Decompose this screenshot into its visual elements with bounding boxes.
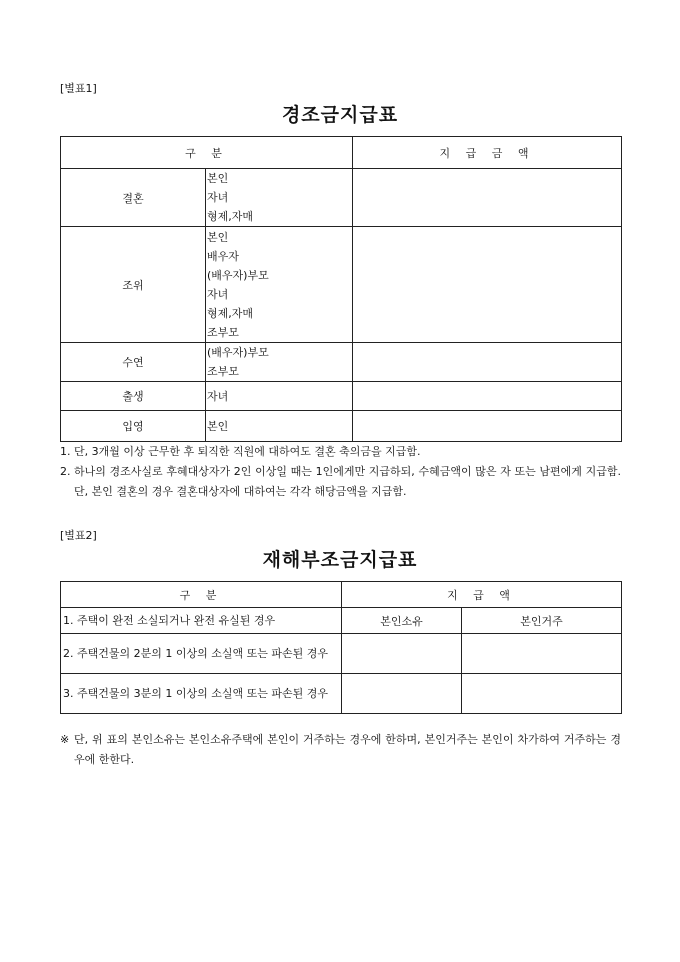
amount-cell <box>342 674 462 714</box>
note-item <box>60 462 621 502</box>
amount-cell <box>353 169 622 227</box>
list-item: 배우자 <box>207 249 239 263</box>
list-item: 본인 <box>207 419 229 433</box>
sub-header-resident: 본인거주 <box>462 608 622 634</box>
note-text: 단, 3개월 이상 근무한 후 퇴직한 직원에 대하여도 결혼 축의금을 지급함. <box>74 445 421 458</box>
list-item: 조부모 <box>207 365 239 378</box>
table2-header-category: 구 분 <box>61 582 342 608</box>
table-row <box>61 674 622 714</box>
table2-header-amount: 지 급 액 <box>342 582 622 608</box>
table1-condolence-table <box>60 136 622 442</box>
items-cell <box>206 382 353 411</box>
category-cell: 3. 주택건물의 3분의 1 이상의 소실액 또는 파손된 경우 <box>61 674 342 714</box>
note-number: 2. <box>60 465 71 478</box>
table1-tag: [별표1] <box>60 82 97 95</box>
list-item: 조부모 <box>207 325 239 339</box>
sub-header-owner: 본인소유 <box>342 608 462 634</box>
category-cell: 수연 <box>61 343 206 382</box>
amount-cell <box>353 411 622 442</box>
items-cell <box>206 227 353 343</box>
table1-notes <box>60 442 621 502</box>
list-item: (배우자)부모 <box>207 346 269 359</box>
amount-cell <box>462 674 622 714</box>
note-text: 단, 위 표의 본인소유는 본인소유주택에 본인이 거주하는 경우에 한하며, 본인거주는 본인이 차가하여 거주하는 경우에 한한다. <box>74 733 621 766</box>
list-item: 형제,자매 <box>207 210 254 223</box>
table-row <box>61 227 622 343</box>
items-cell <box>206 411 353 442</box>
table-row <box>61 634 622 674</box>
note-mark: ※ <box>60 733 70 746</box>
table1-header-category: 구 분 <box>61 137 353 169</box>
list-item: 자녀 <box>207 287 229 301</box>
list-item: 형제,자매 <box>207 306 254 320</box>
amount-cell <box>353 343 622 382</box>
table-row <box>61 608 622 634</box>
list-item: 본인 <box>207 230 229 244</box>
category-cell: 조위 <box>61 227 206 343</box>
table-row <box>61 382 622 411</box>
table1-title: 경조금지급표 <box>281 104 399 126</box>
table2-note <box>60 730 621 770</box>
table-row <box>61 411 622 442</box>
category-cell: 입영 <box>61 411 206 442</box>
amount-cell <box>462 634 622 674</box>
category-cell: 1. 주택이 완전 소실되거나 완전 유실된 경우 <box>61 608 342 634</box>
table2-tag: [별표2] <box>60 529 97 542</box>
list-item: 자녀 <box>207 191 229 204</box>
note-item <box>60 442 621 462</box>
list-item: 본인 <box>207 172 229 185</box>
table2-title: 재해부조금지급표 <box>262 549 418 571</box>
amount-cell <box>342 634 462 674</box>
category-cell: 출생 <box>61 382 206 411</box>
note-text: 하나의 경조사실로 후혜대상자가 2인 이상일 때는 1인에게만 지급하되, 수혜금액이 많은 자 또는 남편에게 지급함. 단, 본인 결혼의 경우 결혼대상자에 대하여는 각각 해당금액을 지급함. <box>74 465 621 498</box>
category-cell: 2. 주택건물의 2분의 1 이상의 소실액 또는 파손된 경우 <box>61 634 342 674</box>
table-row <box>61 169 622 227</box>
items-cell <box>206 169 353 227</box>
note-item <box>60 730 621 770</box>
table-row <box>61 343 622 382</box>
category-cell: 결혼 <box>61 169 206 227</box>
table2-disaster-table <box>60 581 622 714</box>
list-item: 자녀 <box>207 389 229 403</box>
note-number: 1. <box>60 445 71 458</box>
items-cell <box>206 343 353 382</box>
amount-cell <box>353 382 622 411</box>
list-item: (배우자)부모 <box>207 268 269 282</box>
table1-header-amount: 지 급 금 액 <box>353 137 622 169</box>
amount-cell <box>353 227 622 343</box>
